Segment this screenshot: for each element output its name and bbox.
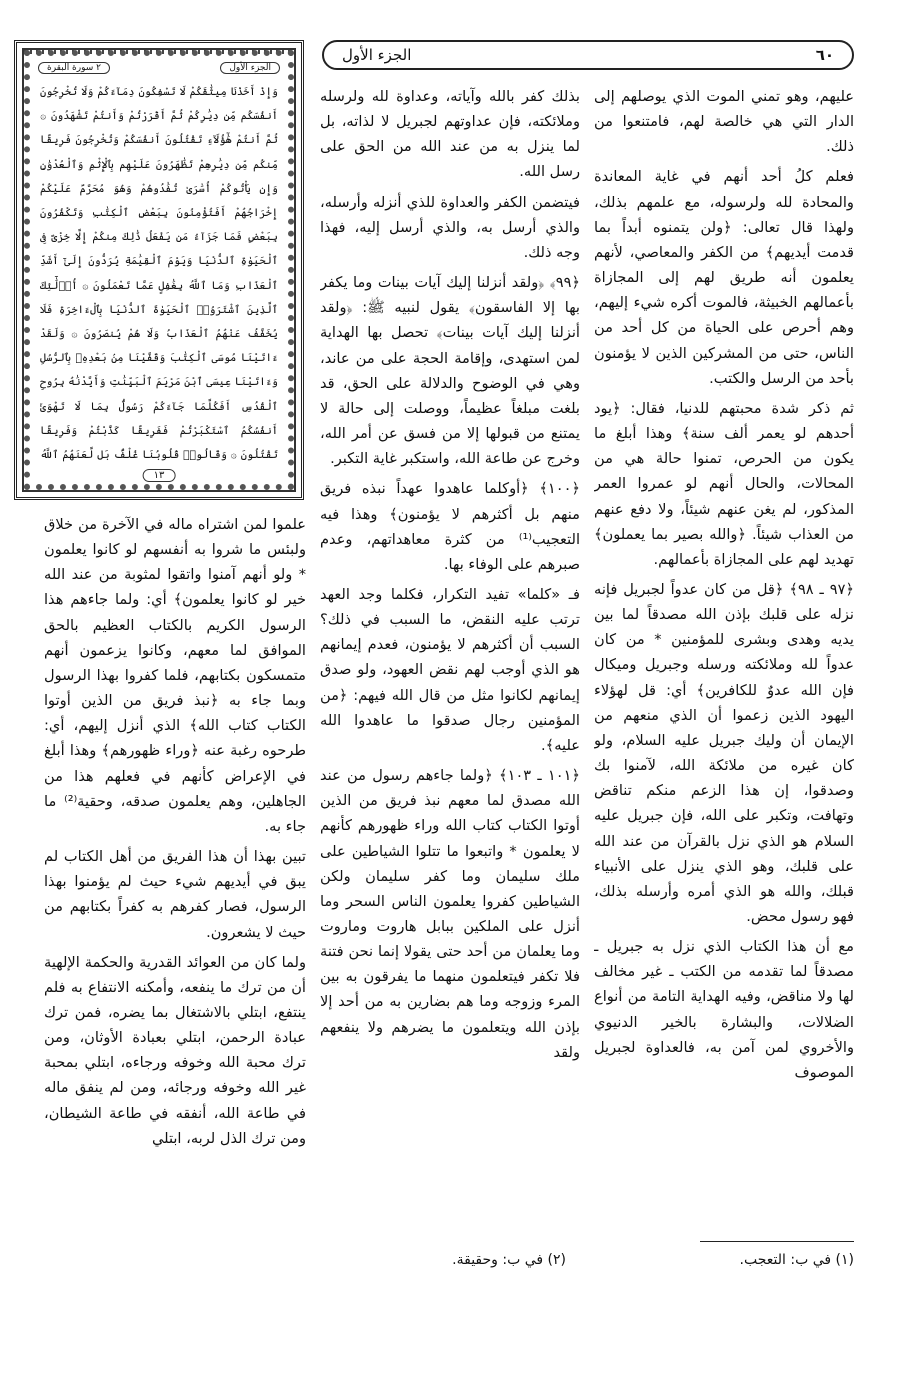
paragraph: فيتضمن الكفر والعداوة للذي أنزله وأرسله، والذي أرسل به، والذي أرسل إليه، فهذا وجه ذلك. [320, 193, 580, 261]
paragraph: فـ «كلما» تفيد التكرار، فكلما وجد العهد ترتب عليه النقض، ما السبب في ذلك؟ السبب أن أكثرهم لا يؤمنون، فعدم إيمانهم هو الذي أوجب لهم نقض العهود، ولو صدق إيمانهم لكانوا مثل من قال الله فيهم: ﴿من المؤمنين رجال صدقوا ما عاهدوا الله عليه﴾. [320, 585, 580, 754]
paragraph: بذلك كفر بالله وآياته، وعداوة لله ولرسله وملائكته، فإن عداوتهم لجبريل لا لذاته، بل لما ينزل به من عند الله من الحق على رسل الله. [320, 88, 580, 181]
paragraph: ولما كان من العوائد القدرية والحكمة الإلهية أن من ترك ما ينفعه، وأمكنه الانتفاع به فلم ينتفع، ابتلي بالاشتغال بما يضره، فمن ترك عبادة الرحمن، ابتلي بعبادة الأوثان، ومن ترك محبة الله وخوفه ورجاءه، ابتلي بمحبة غير الله وخوفه ورجائه، ومن لم ينفق ماله في طاعة الله، أنفقه في طاعة الشيطان، ومن ترك الذل لربه، ابتلي [44, 953, 306, 1147]
footnote-divider [700, 1241, 854, 1242]
paragraph: ﴿١٠٠﴾ ﴿أوكلما عاهدوا عهداً نبذه فريق منهم بل أكثرهم لا يؤمنون﴾ وهذا فيه التعجيب⁽¹⁾ من كثرة معاهداتهم، وعدم صبرهم على الوفاء بها. [320, 480, 580, 573]
paragraph: عليهم، وهو تمني الموت الذي يوصلهم إلى الدار التي هي خالصة لهم، فامتنعوا من ذلك. [594, 88, 854, 156]
mushaf-header [38, 60, 280, 76]
mushaf-juz-label: الجزء الأول [220, 62, 280, 74]
footnote-1: (١) في ب: التعجب. [739, 1252, 854, 1268]
page-number: ٦٠ [815, 46, 834, 64]
paragraph: مع أن هذا الكتاب الذي نزل به جبريل ـ مصدقاً لما تقدمه من الكتب ـ غير مخالف لها ولا مناقض، وفيه الهداية التامة من أنواع الضلالات، والبشارة بالخير الدنيوي والأخروي لمن آمن به، فالعداوة لجبريل الموصوف [594, 938, 854, 1081]
part-label: الجزء الأول [342, 46, 412, 64]
text-column-middle [320, 84, 580, 1200]
mushaf-page-number: ١٣ [143, 469, 176, 482]
mushaf-verses: وَإِذْ أَخَذْنَا مِيثَٰقَكُمْ لَا تَسْفِكُونَ دِمَآءَكُمْ وَلَا تُخْرِجُونَ أَنفُسَكُم مِّن دِيَٰرِكُمْ ثُمَّ أَقْرَرْتُمْ وَأَنتُمْ تَشْهَدُونَ ۞ ثُمَّ أَنتُمْ هَٰٓؤُلَآءِ تَقْتُلُونَ أَنفُسَكُمْ وَتُخْرِجُونَ فَرِيقًا مِّنكُم مِّن دِيَٰرِهِمْ تَظَٰهَرُونَ عَلَيْهِم بِٱلْإِثْمِ وَٱلْعُدْوَٰنِ وَإِن يَأْتُوكُمْ أُسَٰرَىٰ تُفَٰدُوهُمْ وَهُوَ مُحَرَّمٌ عَلَيْكُمْ إِخْرَاجُهُمْ أَفَتُؤْمِنُونَ بِبَعْضِ ٱلْكِتَٰبِ وَتَكْفُرُونَ بِبَعْضٍ فَمَا جَزَآءُ مَن يَفْعَلُ ذَٰلِكَ مِنكُمْ إِلَّا خِزْىٌ فِى ٱلْحَيَوٰةِ ٱلدُّنْيَا وَيَوْمَ ٱلْقِيَٰمَةِ يُرَدُّونَ إِلَىٰٓ أَشَدِّ ٱلْعَذَابِ وَمَا ٱللَّهُ بِغَٰفِلٍ عَمَّا تَعْمَلُونَ ۞ أُو۟لَٰٓئِكَ ٱلَّذِينَ ٱشْتَرَوُا۟ ٱلْحَيَوٰةَ ٱلدُّنْيَا بِٱلْءَاخِرَةِ فَلَا يُخَفَّفُ عَنْهُمُ ٱلْعَذَابُ وَلَا هُمْ يُنصَرُونَ ۞ وَلَقَدْ ءَاتَيْنَا مُوسَى ٱلْكِتَٰبَ وَقَفَّيْنَا مِنۢ بَعْدِهِۦ بِٱلرُّسُلِ وَءَاتَيْنَا عِيسَى ٱبْنَ مَرْيَمَ ٱلْبَيِّنَٰتِ وَأَيَّدْنَٰهُ بِرُوحِ ٱلْقُدُسِ أَفَكُلَّمَا جَآءَكُمْ رَسُولٌۢ بِمَا لَا تَهْوَىٰٓ أَنفُسُكُمُ ٱسْتَكْبَرْتُمْ فَفَرِيقًا كَذَّبْتُمْ وَفَرِيقًا تَقْتُلُونَ ۞ وَقَالُوا۟ قُلُوبُنَا غُلْفٌۢ بَل لَّعَنَهُمُ ٱللَّهُ [40, 80, 278, 464]
paragraph: تبين بهذا أن هذا الفريق من أهل الكتاب لم يبق في أيديهم شيء حيث لم يؤمنوا بهذا الرسول، فصار كفرهم به كفراً بكتابهم من حيث لا يشعرون. [44, 848, 306, 941]
paragraph: فعلم كلُ أحد أنهم في غاية المعاندة والمحادة لله ولرسوله، مع علمهم بذلك، ولهذا قال تعالى: ﴿ولن يتمنوه أبداً بما قدمت أيديهم﴾ من الكفر والمعاصي، لأنهم يعلمون أنه طريق لهم إلى المجازاة بأعمالهم الخبيثة، فالموت أكره شيء إليهم، وهم أحرص على الحياة من كل أحد من الناس، حتى من المشركين الذين لا يؤمنون بأحد من الرسل والكتب. [594, 168, 854, 387]
page-header [322, 40, 854, 70]
mushaf-frame [14, 40, 304, 500]
text-column-right [594, 84, 854, 1200]
paragraph: ﴿٩٧ ـ ٩٨﴾ ﴿قل من كان عدواً لجبريل فإنه نزله على قلبك بإذن الله مصدقاً لما بين يديه وهدى وبشرى للمؤمنين * من كان عدواً لله وملائكته ورسله وجبريل وميكال فإن الله عدوٌ للكافرين﴾ أي: قل لهؤلاء اليهود الذين زعموا أن الذي منعهم من الإيمان أن وليك جبريل عليه السلام، ولو كان غيره من ملائكة الله، لآمنوا بك وصدقوا، إن هذا الزعم منكم تناقض وتهافت، وتكبر على الله، فإن جبريل عليه السلام هو الذي نزل بالقرآن من عند الله على قلبك، وهو الذي ينزل على الأنبياء قبلك، والله هو الذي أمره وأرسله بذلك، فهو رسول محض. [594, 580, 854, 925]
paragraph: ثم ذكر شدة محبتهم للدنيا، فقال: ﴿يود أحدهم لو يعمر ألف سنة﴾ وهذا أبلغ ما يكون من الحرص، تمنوا حالة هي من المحالات، والحال أنهم لو عمروا العمر المذكور، لم يغن عنهم شيئاً، ولا دفع عنهم من العذاب شيئاً. ﴿والله بصير بما يعملون﴾ تهديد لهم على المجازاة بأعمالهم. [594, 399, 854, 568]
paragraph: ﴿٩٩﴾ ﴿ولقد أنزلنا إليك آيات بينات وما يكفر بها إلا الفاسقون﴾ يقول لنبيه ﷺ: ﴿ولقد أنزلنا إليك آيات بينات﴾ تحصل بها الهداية لمن استهدى، وإقامة الحجة على من عاند، وهي في الوضوح والدلالة على الحق، قد بلغت مبلغاً عظيماً، ووصلت إلى حالة لا يمتنع من قبولها إلا من فسق عن أمر الله، وخرج عن طاعة الله، واستكبر غاية التكبر. [320, 274, 580, 468]
paragraph: علموا لمن اشتراه ماله في الآخرة من خلاق ولبئس ما شروا به أنفسهم لو كانوا يعلمون * ولو أنهم آمنوا واتقوا لمثوبة من عند الله خير لو كانوا يعلمون﴾ أي: ولما جاءهم هذا الرسول الكريم بالكتاب العظيم بالحق الموافق لما معهم، وكانوا يزعمون أنهم متمسكون بكتابهم، فلما كفروا بهذا الرسول وبما جاء به ﴿نبذ فريق من الذين أوتوا الكتاب كتاب الله﴾ الذي أنزل إليهم، أي: طرحوه رغبة عنه ﴿وراء ظهورهم﴾ وهذا أبلغ في الإعراض كأنهم في فعلهم هذا من الجاهلين، وهم يعلمون صدقه، وحقية⁽²⁾ ما جاء به. [44, 516, 306, 835]
text-column-left [44, 512, 306, 1200]
paragraph: ﴿١٠١ ـ ١٠٣﴾ ﴿ولما جاءهم رسول من عند الله مصدق لما معهم نبذ فريق من الذين أوتوا الكتاب كتاب الله وراء ظهورهم كأنهم لا يعلمون * واتبعوا ما تتلوا الشياطين على ملك سليمان وما كفر سليمان ولكن الشياطين كفروا يعلمون الناس السحر وما أنزل على الملكين ببابل هاروت وماروت وما يعلمان من أحد حتى يقولا إنما نحن فتنة فلا تكفر فيتعلمون منهما ما يفرقون به بين المرء وزوجه وما هم بضارين به من أحد إلا بإذن الله ويتعلمون ما يضرهم ولا ينفعهم ولقد [320, 767, 580, 1061]
footnote-2: (٢) في ب: وحقيقة. [452, 1252, 566, 1268]
mushaf-inner-border [22, 48, 296, 492]
mushaf-surah-label: ٢ سورة البقرة [38, 62, 110, 74]
